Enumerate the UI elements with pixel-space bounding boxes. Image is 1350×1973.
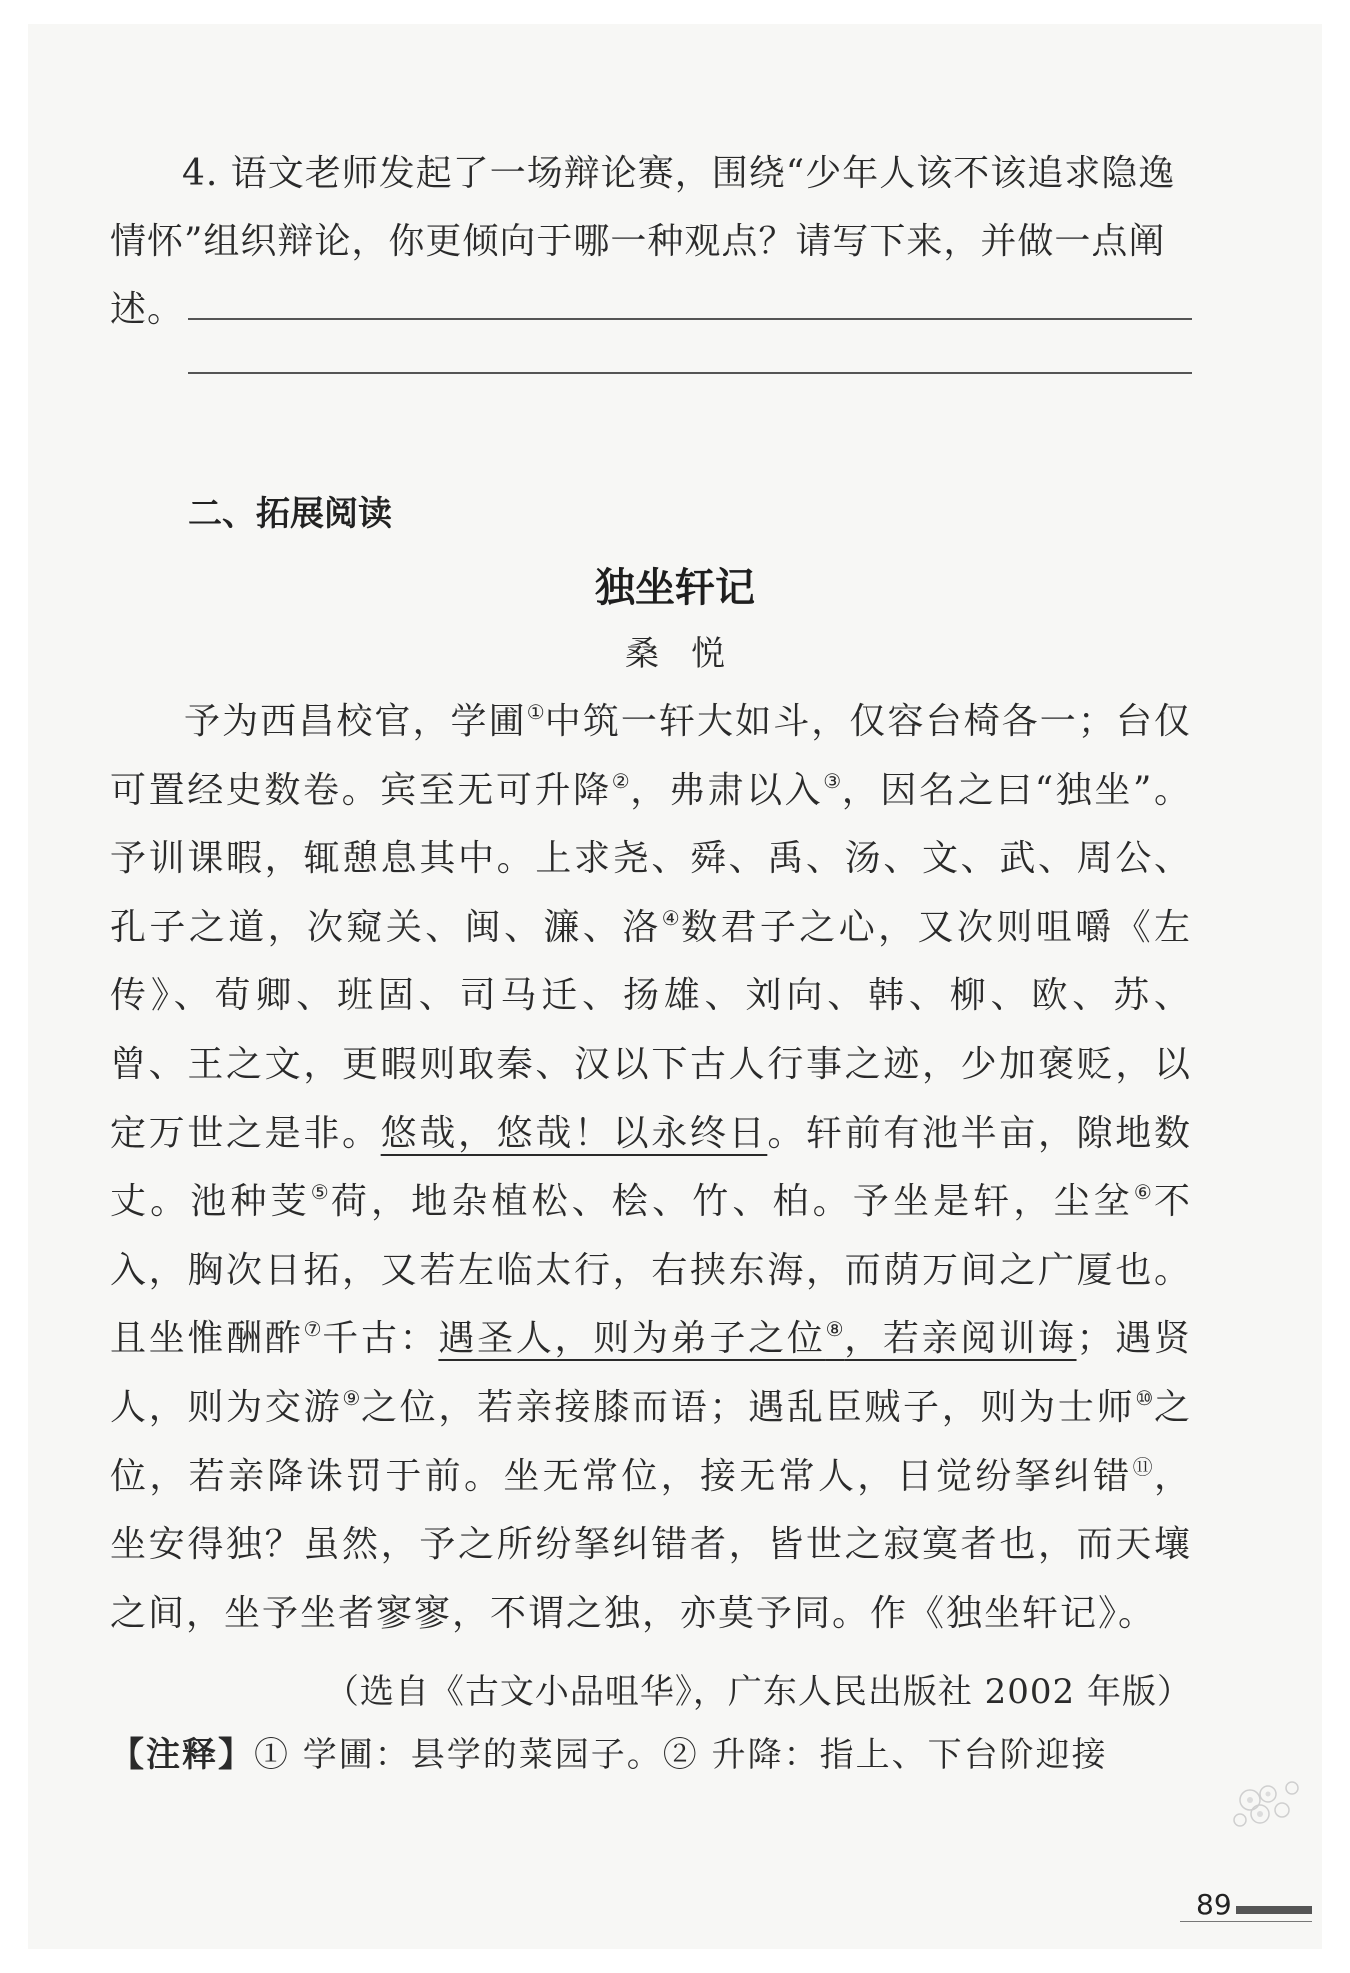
text-segment: 数君子之心，又次则咀嚼《左传》、荀卿、班固、司马迁、扬雄、刘向、韩、柳、欧、苏、曾、王之文，更暇则取秦、汉以下古人行事之迹，少加褒贬，以定万世之是非。	[110, 906, 1192, 1154]
text-segment: 之位，若亲降诛罚于前。坐无常位，接无常人，日觉纷拏纠错	[110, 1386, 1192, 1497]
text-segment: 予为西昌校官，学圃	[184, 701, 527, 742]
answer-line-2[interactable]	[188, 372, 1192, 374]
answer-line-1[interactable]	[188, 318, 1192, 320]
article-body	[110, 688, 1192, 1648]
footnote-ref: ④	[661, 905, 682, 930]
page-number-bar	[1236, 1906, 1312, 1914]
text-segment: 中筑一轩大如斗，仅容台椅各一；台仅可置经史数卷。宾至无可升降	[110, 701, 1192, 811]
underlined-sentence	[438, 1318, 1076, 1359]
footnote-ref: ⑧	[825, 1317, 845, 1342]
footnote-ref: ⑪	[1132, 1454, 1154, 1479]
footnote-ref: ①	[526, 700, 545, 724]
page-number-rule	[1180, 1921, 1312, 1922]
notes-tag: 【注释】	[110, 1735, 254, 1775]
notes-text: ① 学圃：县学的菜园子。② 升降：指上、下台阶迎接	[254, 1735, 1108, 1775]
notes	[110, 1727, 1192, 1776]
section-title: 二、拓展阅读	[188, 494, 392, 534]
footnote-ref: ②	[611, 768, 631, 793]
article-author: 桑悦	[625, 634, 757, 674]
footnote-ref: ③	[823, 768, 842, 793]
text-segment: ；遇贤人，则为交游	[110, 1318, 1192, 1428]
underlined-sentence: 悠哉，悠哉！以永终日	[380, 1112, 768, 1154]
text-segment: 不入，胸次日拓，又若左临太行，右挟东海，而荫万间之广厦也。且坐惟酬酢	[110, 1181, 1192, 1360]
text-segment: 之位，若亲接膝而语；遇乱臣贼子，则为士师	[360, 1386, 1136, 1428]
footnote-ref: ⑩	[1135, 1385, 1154, 1410]
text-segment: ，因名之曰“独坐”。予训课暇，辄憩息其中。上求尧、舜、禹、汤、文、武、周公、孔子之道，次窥关、闽、濂、洛	[110, 769, 1192, 948]
text-segment: 。轩前有池半亩，隙地数丈。池种芰	[110, 1112, 1192, 1223]
flower-decoration-icon	[1180, 1770, 1310, 1850]
text-segment: ，坐安得独？虽然，予之所纷拏纠错者，皆世之寂寞者也，而天壤之间，坐予坐者寥寥，不谓之独，亦莫予同。作《独坐轩记》。	[110, 1455, 1192, 1634]
footnote-ref: ⑤	[310, 1180, 331, 1205]
page-number: 89	[1196, 1888, 1232, 1921]
footnote-ref: ⑥	[1133, 1180, 1154, 1205]
article-title: 独坐轩记	[595, 565, 755, 611]
text-segment: 千古：	[322, 1318, 439, 1360]
text-segment: ，弗肃以入	[630, 769, 824, 811]
footnote-ref: ⑦	[303, 1317, 323, 1342]
text-segment: 荷，地杂植松、桧、竹、柏。予坐是轩，尘坌	[330, 1181, 1134, 1223]
source-citation: （选自《古文小品咀华》，广东人民出版社 2002 年版）	[324, 1672, 1192, 1712]
underlined-segment: ，若亲阅训诲	[844, 1318, 1077, 1360]
footnote-ref: ⑨	[342, 1385, 361, 1410]
underlined-segment: 遇圣人，则为弟子之位	[438, 1318, 826, 1360]
question-4: 4. 语文老师发起了一场辩论赛，围绕“少年人该不该追求隐逸情怀”组织辩论，你更倾向于哪一种观点？请写下来，并做一点阐述。	[110, 153, 1176, 330]
